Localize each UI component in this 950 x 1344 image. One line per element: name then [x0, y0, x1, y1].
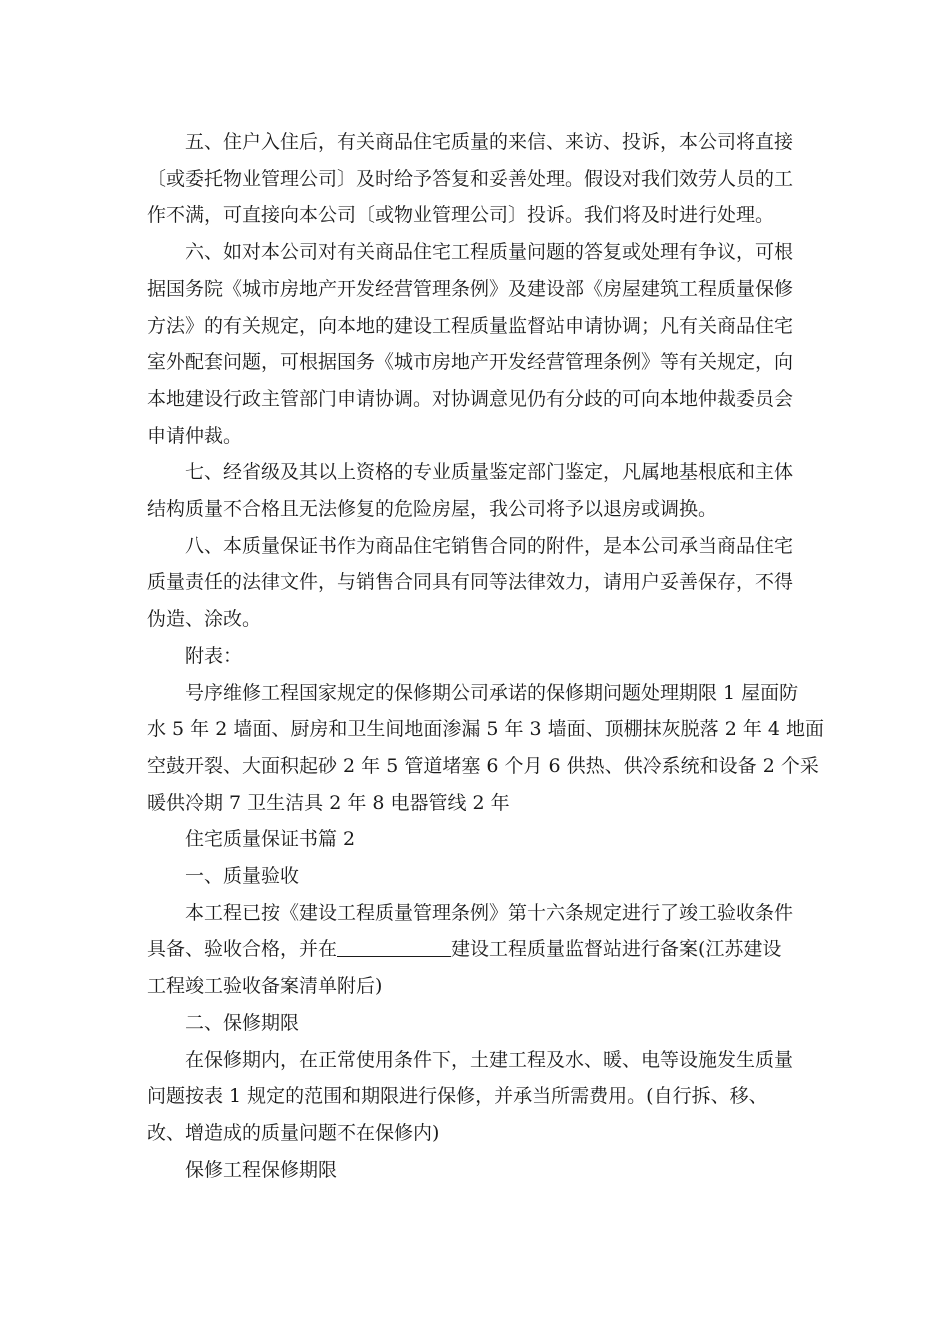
text-line-with-blank: [147, 931, 803, 968]
text-line: 号序维修工程国家规定的保修期公司承诺的保修期问题处理期限 1 屋面防: [185, 681, 799, 704]
text-line: 一、质量验收: [185, 865, 300, 888]
text-line: 工程竣工验收备案清单附后): [147, 975, 383, 998]
text-line: 五、住户入住后，有关商品住宅质量的来信、来访、投诉，本公司将直接: [185, 131, 794, 153]
appendix-label: [147, 638, 803, 675]
text-line: 空鼓开裂、大面积起砂 2 年 5 管道堵塞 6 个月 6 供热、供冷系统和设备 2 个采: [147, 754, 819, 777]
text-line: 本工程已按《建设工程质量管理条例》第十六条规定进行了竣工验收条件: [185, 901, 794, 924]
paragraph-warranty-period: [147, 1042, 803, 1152]
paragraph-section-8: [147, 528, 803, 638]
text-line: 申请仲裁。: [147, 424, 243, 447]
text-line: 住宅质量保证书篇 2: [185, 828, 356, 851]
text-line: 水 5 年 2 墙面、厨房和卫生间地面渗漏 5 年 3 墙面、顶棚抹灰脱落 2 年 4 地面: [147, 718, 825, 741]
text-line: 七、经省级及其以上资格的专业质量鉴定部门鉴定，凡属地基根底和主体: [185, 461, 794, 484]
section-heading-part-2: [147, 821, 803, 858]
heading-quality-acceptance: [147, 858, 803, 895]
text-line: 结构质量不合格且无法修复的危险房屋，我公司将予以退房或调换。: [147, 498, 718, 521]
paragraph-section-7: [147, 454, 803, 527]
text-line: 保修工程保修期限: [185, 1158, 338, 1181]
paragraph-section-5: [147, 124, 803, 234]
text-line: 作不满，可直接向本公司〔或物业管理公司〕投诉。我们将及时进行处理。: [147, 204, 775, 227]
text-line: 质量责任的法律文件，与销售合同具有同等法律效力，请用户妥善保存，不得: [147, 571, 794, 594]
paragraph-section-6: [147, 234, 803, 454]
text-line: 伪造、涂改。: [147, 608, 262, 631]
text-line: 本地建设行政主管部门申请协调。对协调意见仍有分歧的可向本地仲裁委员会: [147, 387, 794, 410]
text-line: 〔或委托物业管理公司〕及时给予答复和妥善处理。假设对我们效劳人员的工: [147, 167, 794, 190]
heading-warranty-items: [147, 1152, 803, 1189]
text-line: 方法》的有关规定，向本地的建设工程质量监督站申请协调；凡有关商品住宅: [147, 314, 794, 337]
text-line: 二、保修期限: [185, 1011, 300, 1034]
fill-in-blank: [337, 938, 451, 957]
text-line: 附表：: [185, 644, 243, 667]
text-line: 室外配套问题，可根据国务《城市房地产开发经营管理条例》等有关规定，向: [147, 351, 794, 374]
text-line: 问题按表 1 规定的范围和期限进行保修，并承当所需费用。(自行拆、移、: [147, 1085, 768, 1108]
warranty-table-text: [147, 675, 825, 822]
text-before-blank: 具备、验收合格，并在: [147, 938, 338, 961]
heading-warranty-period: [147, 1005, 803, 1042]
text-line: 暖供冷期 7 卫生洁具 2 年 8 电器管线 2 年: [147, 791, 510, 814]
text-line: 六、如对本公司对有关商品住宅工程质量问题的答复或处理有争议，可根: [185, 241, 794, 264]
text-after-blank: 建设工程质量监督站进行备案(江苏建设: [451, 938, 782, 961]
text-line: 据国务院《城市房地产开发经营管理条例》及建设部《房屋建筑工程质量保修: [147, 277, 794, 300]
document-page: [147, 124, 825, 1188]
text-line: 在保修期内，在正常使用条件下，土建工程及水、暖、电等设施发生质量: [185, 1048, 794, 1071]
text-line: 八、本质量保证书作为商品住宅销售合同的附件，是本公司承当商品住宅: [185, 534, 794, 557]
text-line: 改、增造成的质量问题不在保修内): [147, 1121, 440, 1144]
paragraph-acceptance: [147, 895, 803, 1005]
